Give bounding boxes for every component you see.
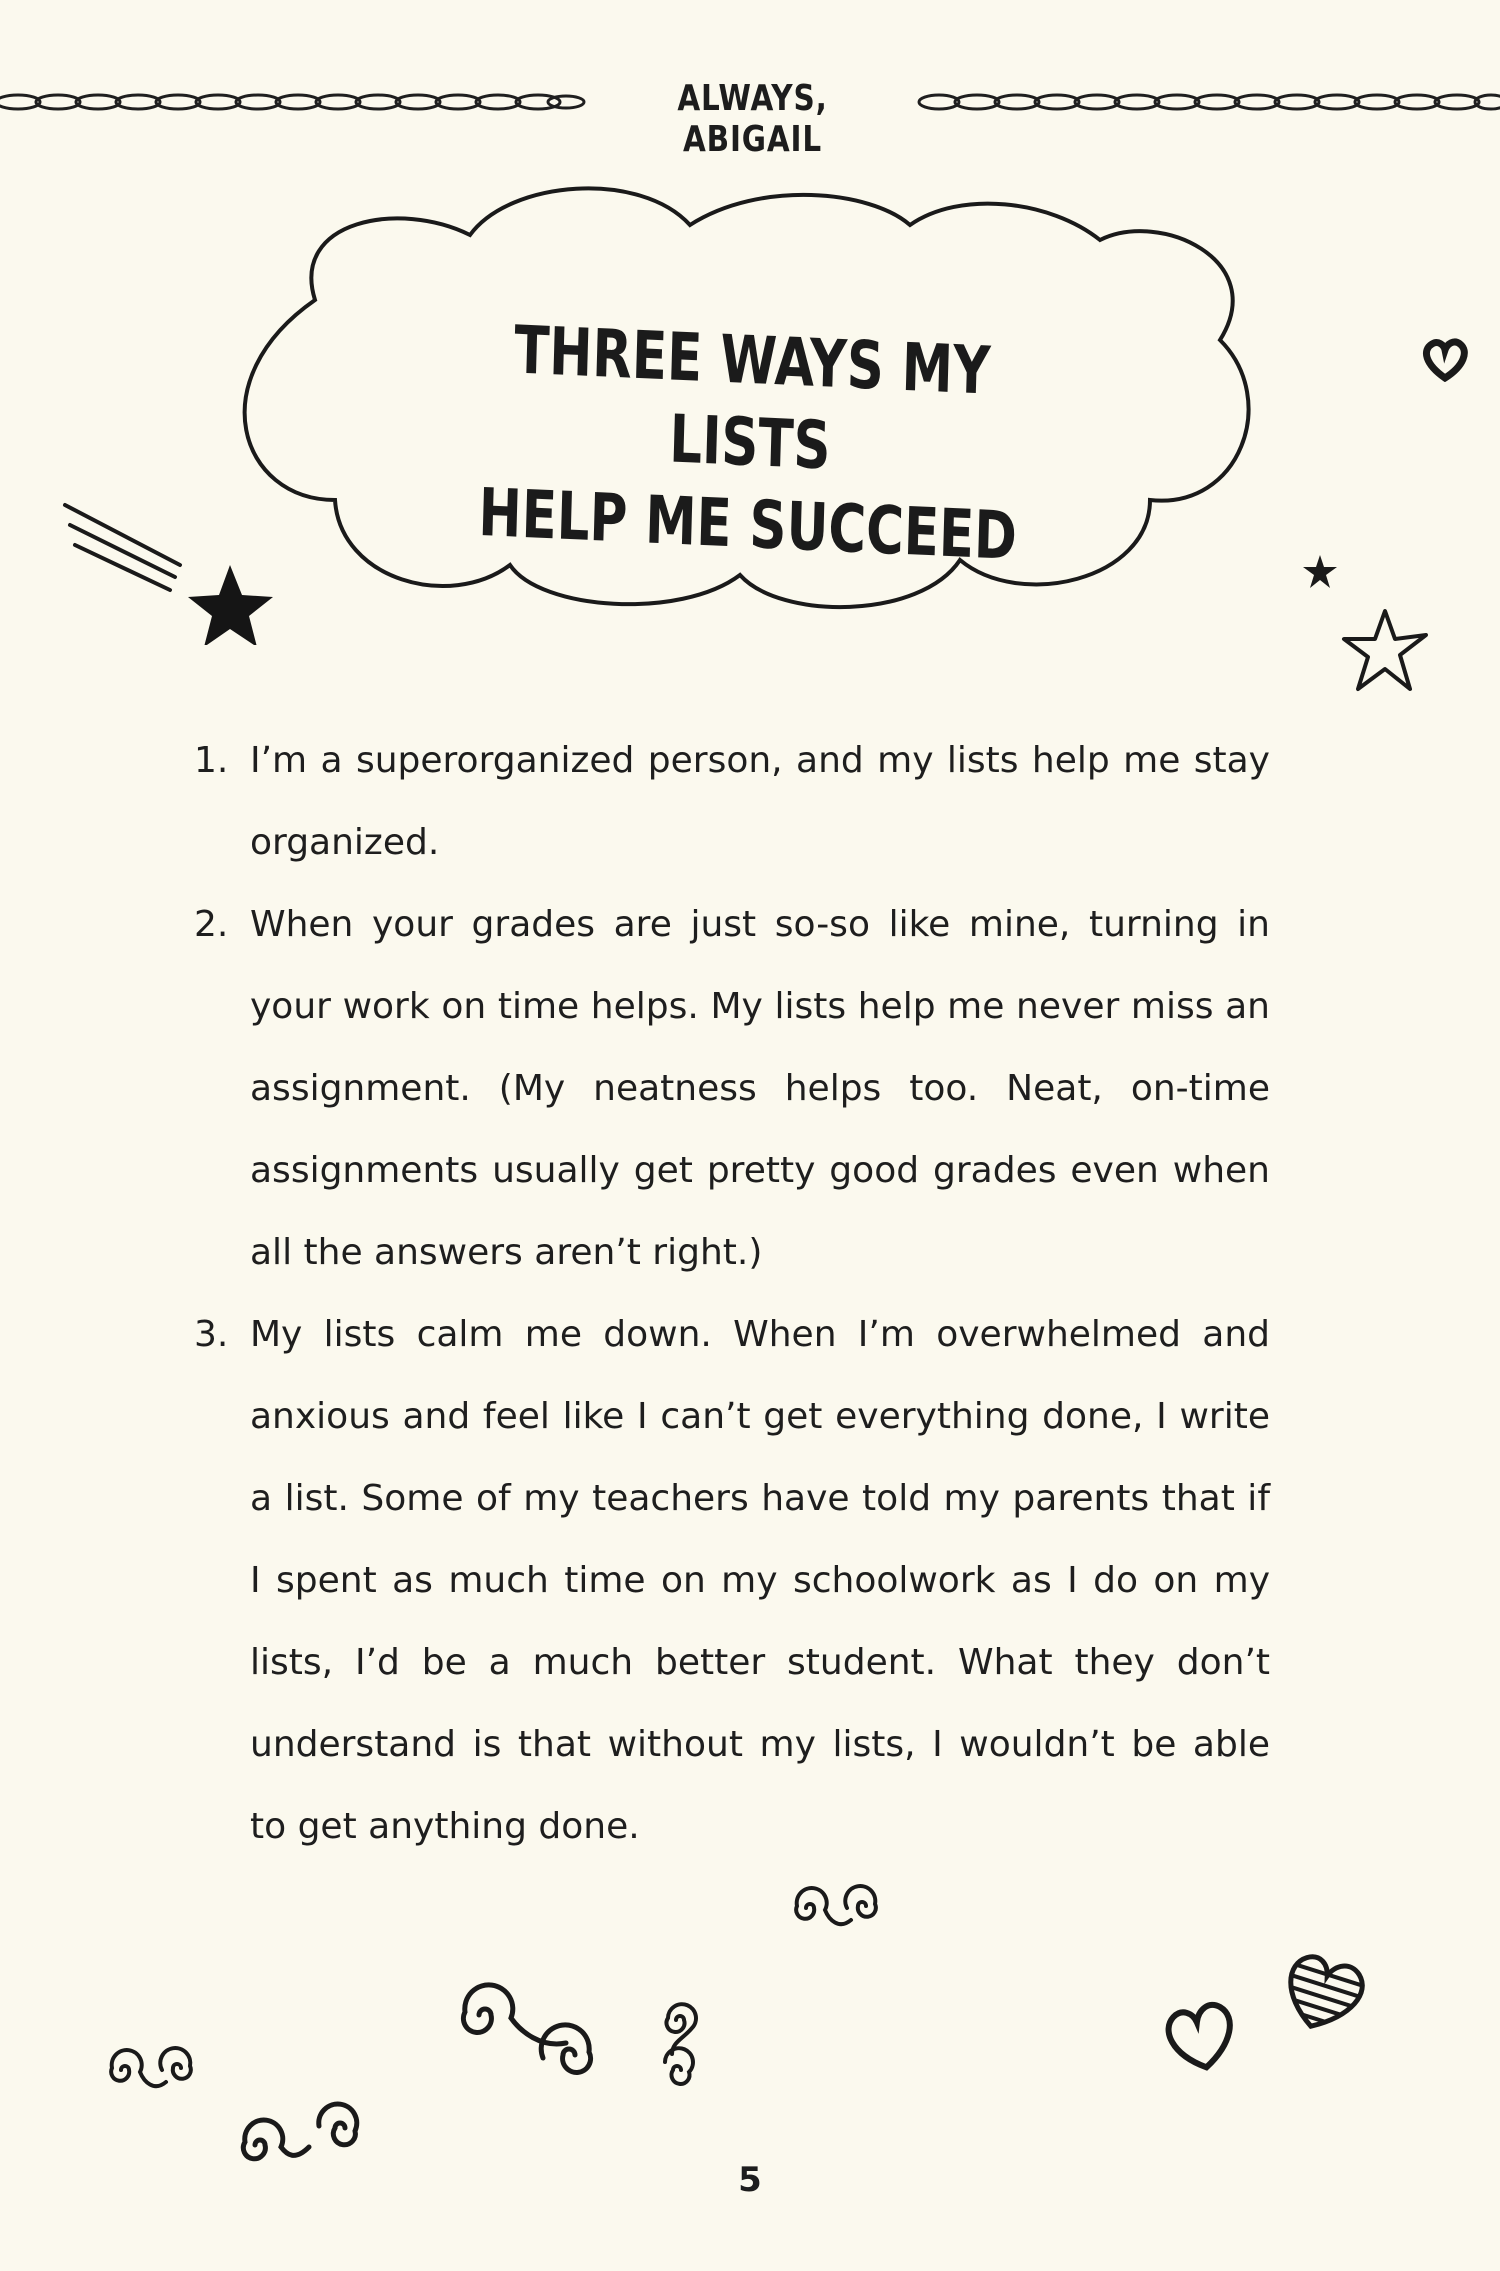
swirl-icon xyxy=(780,1878,890,1938)
title-line-2: HELP ME SUCCEED xyxy=(477,473,1018,575)
list-item-number: 1. xyxy=(194,740,229,781)
chain-border-right-icon xyxy=(915,82,1500,122)
swirl-icon xyxy=(440,1975,610,2095)
section-title xyxy=(458,307,1042,579)
striped-heart-icon xyxy=(1275,1950,1370,2035)
page-number: 5 xyxy=(738,2160,762,2200)
swirl-icon xyxy=(230,2090,380,2180)
list-item xyxy=(190,1294,1270,1868)
heart-icon xyxy=(1160,2000,1240,2075)
chain-border-left-icon xyxy=(0,82,590,122)
numbered-list xyxy=(190,720,1270,1868)
swirl-icon xyxy=(645,1995,715,2095)
list-item-text: When your grades are just so-so like mine, turning in your work on time helps. My lists help me never miss an assignment. (My neatness helps too. Neat, on-time assignments usually get pretty good grades even when all the answers aren’t right.) xyxy=(250,904,1270,1273)
list-item-text: My lists calm me down. When I’m overwhelmed and anxious and feel like I can’t get everything done, I write a list. Some of my teachers have told my parents that if I spent as much time on my schoolwork as I do on my lists, I’d be a much better student. What they don’t understand is that without my lists, I wouldn’t be able to get anything done. xyxy=(250,1314,1270,1847)
small-star-icon xyxy=(1302,555,1338,589)
list-item-number: 3. xyxy=(194,1314,229,1355)
shooting-star-icon xyxy=(55,495,275,645)
running-head: ALWAYS, ABIGAIL xyxy=(677,78,828,160)
list-item xyxy=(190,720,1270,884)
list-item-text: I’m a superorganized person, and my lists help me stay organized. xyxy=(250,740,1270,863)
swirl-icon xyxy=(95,2040,205,2100)
heart-icon xyxy=(1420,338,1470,382)
list-item-number: 2. xyxy=(194,904,229,945)
outline-star-icon xyxy=(1340,605,1430,695)
list-item xyxy=(190,884,1270,1294)
title-line-1: THREE WAYS MY LISTS xyxy=(513,311,992,485)
